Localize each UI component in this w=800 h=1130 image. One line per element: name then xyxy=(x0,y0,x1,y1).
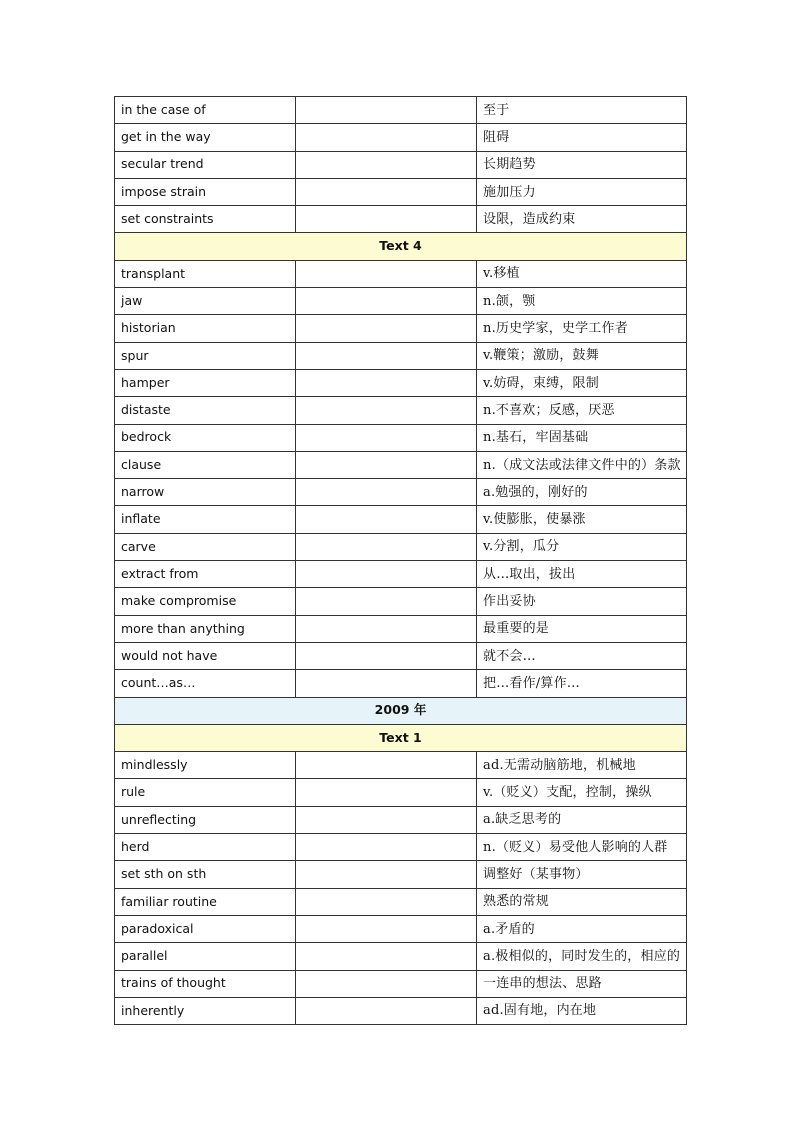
term-cell: inherently xyxy=(115,997,296,1024)
meaning-cell: n.历史学家，史学工作者 xyxy=(477,315,687,342)
meaning-cell: 从…取出，拔出 xyxy=(477,561,687,588)
blank-cell xyxy=(296,588,477,615)
term-cell: set constraints xyxy=(115,206,296,233)
blank-cell xyxy=(296,424,477,451)
term-cell: paradoxical xyxy=(115,915,296,942)
table-row xyxy=(115,151,687,178)
blank-cell xyxy=(296,178,477,205)
term-cell: set sth on sth xyxy=(115,861,296,888)
meaning-cell: 调整好（某事物） xyxy=(477,861,687,888)
meaning-cell: 就不会… xyxy=(477,642,687,669)
table-row xyxy=(115,533,687,560)
meaning-cell: v.使膨胀，使暴涨 xyxy=(477,506,687,533)
blank-cell xyxy=(296,915,477,942)
term-cell: inflate xyxy=(115,506,296,533)
term-cell: count…as… xyxy=(115,670,296,697)
meaning-cell: 长期趋势 xyxy=(477,151,687,178)
term-cell: more than anything xyxy=(115,615,296,642)
meaning-cell: 熟悉的常规 xyxy=(477,888,687,915)
blank-cell xyxy=(296,997,477,1024)
section-heading-row xyxy=(115,724,687,751)
year-heading-row xyxy=(115,697,687,724)
meaning-cell: ad.固有地，内在地 xyxy=(477,997,687,1024)
table-row xyxy=(115,424,687,451)
term-cell: hamper xyxy=(115,369,296,396)
table-row xyxy=(115,943,687,970)
vocabulary-table-body xyxy=(115,97,687,1025)
meaning-cell: 作出妥协 xyxy=(477,588,687,615)
meaning-cell: 至于 xyxy=(477,97,687,124)
table-row xyxy=(115,479,687,506)
blank-cell xyxy=(296,260,477,287)
meaning-cell: ad.无需动脑筋地，机械地 xyxy=(477,752,687,779)
meaning-cell: a.缺乏思考的 xyxy=(477,806,687,833)
table-row xyxy=(115,588,687,615)
term-cell: extract from xyxy=(115,561,296,588)
meaning-cell: 最重要的是 xyxy=(477,615,687,642)
meaning-cell: 阻碍 xyxy=(477,124,687,151)
meaning-cell: v.鞭策；激励，鼓舞 xyxy=(477,342,687,369)
term-cell: clause xyxy=(115,451,296,478)
blank-cell xyxy=(296,970,477,997)
blank-cell xyxy=(296,752,477,779)
table-row xyxy=(115,506,687,533)
section-heading: Text 4 xyxy=(115,233,687,260)
meaning-cell: a.勉强的，刚好的 xyxy=(477,479,687,506)
term-cell: mindlessly xyxy=(115,752,296,779)
table-row xyxy=(115,915,687,942)
table-row xyxy=(115,997,687,1024)
term-cell: jaw xyxy=(115,288,296,315)
table-row xyxy=(115,260,687,287)
table-row xyxy=(115,834,687,861)
term-cell: distaste xyxy=(115,397,296,424)
meaning-cell: n.颌，颚 xyxy=(477,288,687,315)
blank-cell xyxy=(296,533,477,560)
blank-cell xyxy=(296,151,477,178)
section-heading: Text 1 xyxy=(115,724,687,751)
blank-cell xyxy=(296,342,477,369)
blank-cell xyxy=(296,561,477,588)
table-row xyxy=(115,888,687,915)
blank-cell xyxy=(296,479,477,506)
blank-cell xyxy=(296,834,477,861)
table-row xyxy=(115,561,687,588)
blank-cell xyxy=(296,369,477,396)
meaning-cell: a.矛盾的 xyxy=(477,915,687,942)
meaning-cell: v.分割，瓜分 xyxy=(477,533,687,560)
table-row xyxy=(115,397,687,424)
blank-cell xyxy=(296,806,477,833)
table-row xyxy=(115,861,687,888)
table-row xyxy=(115,124,687,151)
meaning-cell: 设限，造成约束 xyxy=(477,206,687,233)
blank-cell xyxy=(296,670,477,697)
meaning-cell: 一连串的想法、思路 xyxy=(477,970,687,997)
meaning-cell: n.基石，牢固基础 xyxy=(477,424,687,451)
term-cell: in the case of xyxy=(115,97,296,124)
blank-cell xyxy=(296,124,477,151)
blank-cell xyxy=(296,943,477,970)
blank-cell xyxy=(296,97,477,124)
blank-cell xyxy=(296,451,477,478)
table-row xyxy=(115,315,687,342)
meaning-cell: 施加压力 xyxy=(477,178,687,205)
term-cell: carve xyxy=(115,533,296,560)
blank-cell xyxy=(296,779,477,806)
term-cell: transplant xyxy=(115,260,296,287)
table-row xyxy=(115,642,687,669)
blank-cell xyxy=(296,642,477,669)
table-row xyxy=(115,288,687,315)
term-cell: trains of thought xyxy=(115,970,296,997)
meaning-cell: n.（成文法或法律文件中的）条款 xyxy=(477,451,687,478)
term-cell: make compromise xyxy=(115,588,296,615)
term-cell: impose strain xyxy=(115,178,296,205)
term-cell: unreflecting xyxy=(115,806,296,833)
term-cell: parallel xyxy=(115,943,296,970)
table-row xyxy=(115,97,687,124)
term-cell: familiar routine xyxy=(115,888,296,915)
term-cell: rule xyxy=(115,779,296,806)
blank-cell xyxy=(296,615,477,642)
meaning-cell: 把…看作/算作… xyxy=(477,670,687,697)
term-cell: would not have xyxy=(115,642,296,669)
blank-cell xyxy=(296,397,477,424)
term-cell: historian xyxy=(115,315,296,342)
table-row xyxy=(115,451,687,478)
table-row xyxy=(115,670,687,697)
meaning-cell: n.（贬义）易受他人影响的人群 xyxy=(477,834,687,861)
term-cell: secular trend xyxy=(115,151,296,178)
term-cell: get in the way xyxy=(115,124,296,151)
term-cell: spur xyxy=(115,342,296,369)
blank-cell xyxy=(296,861,477,888)
table-row xyxy=(115,369,687,396)
table-row xyxy=(115,779,687,806)
meaning-cell: a.极相似的，同时发生的，相应的 xyxy=(477,943,687,970)
meaning-cell: n.不喜欢；反感，厌恶 xyxy=(477,397,687,424)
table-row xyxy=(115,342,687,369)
blank-cell xyxy=(296,206,477,233)
blank-cell xyxy=(296,506,477,533)
meaning-cell: v.妨碍，束缚，限制 xyxy=(477,369,687,396)
vocabulary-table xyxy=(114,96,687,1025)
table-row xyxy=(115,615,687,642)
table-row xyxy=(115,970,687,997)
meaning-cell: v.移植 xyxy=(477,260,687,287)
table-row xyxy=(115,206,687,233)
table-row xyxy=(115,752,687,779)
blank-cell xyxy=(296,888,477,915)
blank-cell xyxy=(296,288,477,315)
blank-cell xyxy=(296,315,477,342)
table-row xyxy=(115,806,687,833)
section-heading-row xyxy=(115,233,687,260)
meaning-cell: v.（贬义）支配，控制，操纵 xyxy=(477,779,687,806)
year-heading: 2009 年 xyxy=(115,697,687,724)
term-cell: herd xyxy=(115,834,296,861)
table-row xyxy=(115,178,687,205)
term-cell: bedrock xyxy=(115,424,296,451)
term-cell: narrow xyxy=(115,479,296,506)
